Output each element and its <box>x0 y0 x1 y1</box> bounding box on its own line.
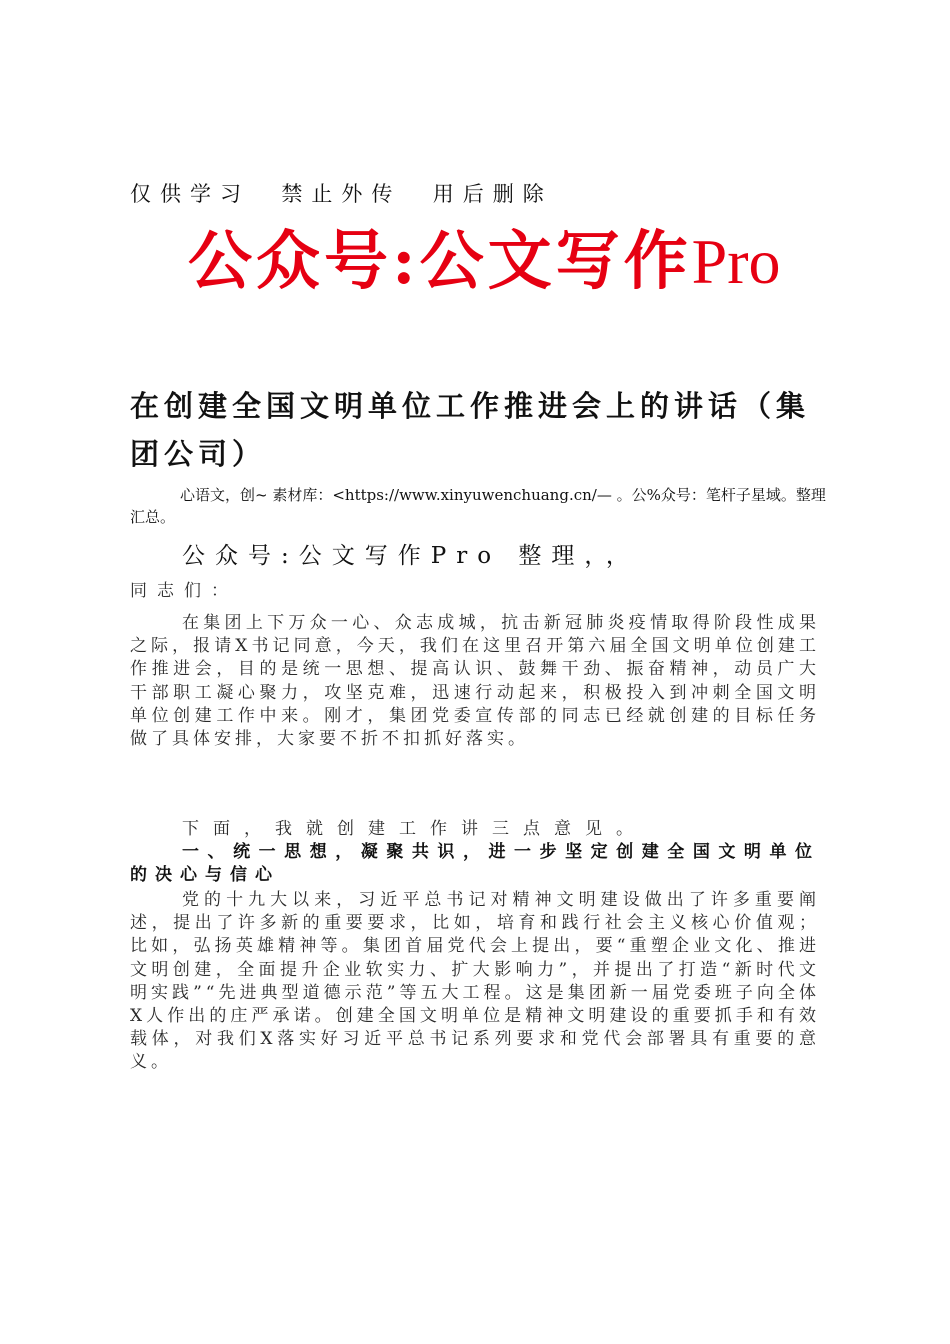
compiled-by-line: 公众号:公文写作Pro 整理，， <box>182 543 639 569</box>
paragraph-transition: 下面，我就创建工作讲三点意见。 <box>182 819 647 839</box>
confidentiality-notice: 仅供学习 禁止外传 用后删除 <box>130 182 553 206</box>
brand-suffix: Pro <box>691 226 781 297</box>
brand-watermark <box>188 222 781 302</box>
source-line: 心语文，创~ 素材库：<https://www.xinyuwenchuang.cn/— 。公%众号：笔杆子星域。整理汇总。 <box>130 486 826 526</box>
paragraph-intro: 在集团上下万众一心、众志成城，抗击新冠肺炎疫情取得阶段性成果之际，报请X书记同意，今天，我们在这里召开第六届全国文明单位创建工作推进会，目的是统一思想、提高认识、鼓舞干劲、振奋精神，动员广大干部职工凝心聚力，攻坚克难，迅速行动起来，积极投入到冲刺全国文明单位创建工作中来。刚才，集团党委宣传部的同志已经就创建的目标任务做了具体安排，大家要不折不扣抓好落实。 <box>130 613 820 750</box>
brand-prefix: 公众号:公文写作 <box>188 224 692 299</box>
salutation: 同志们： <box>130 581 238 601</box>
document-title: 在创建全国文明单位工作推进会上的讲话（集团公司） <box>130 389 811 471</box>
section-heading-1: 一、统一思想，凝聚共识，进一步坚定创建全国文明单位的决心与信心 <box>130 842 820 886</box>
section-1-paragraph: 党的十九大以来，习近平总书记对精神文明建设做出了许多重要阐述，提出了许多新的重要要求，比如，培育和践行社会主义核心价值观；比如，弘扬英雄精神等。集团首届党代会上提出，要“重塑企业文化、推进文明创建，全面提升企业软实力、扩大影响力”，并提出了打造“新时代文明实践”“先进典型道德示范”等五大工程。这是集团新一届党委班子向全体X人作出的庄严承诺。创建全国文明单位是精神文明建设的重要抓手和有效载体，对我们X落实好习近平总书记系列要求和党代会部署具有重要的意义。 <box>130 890 820 1073</box>
